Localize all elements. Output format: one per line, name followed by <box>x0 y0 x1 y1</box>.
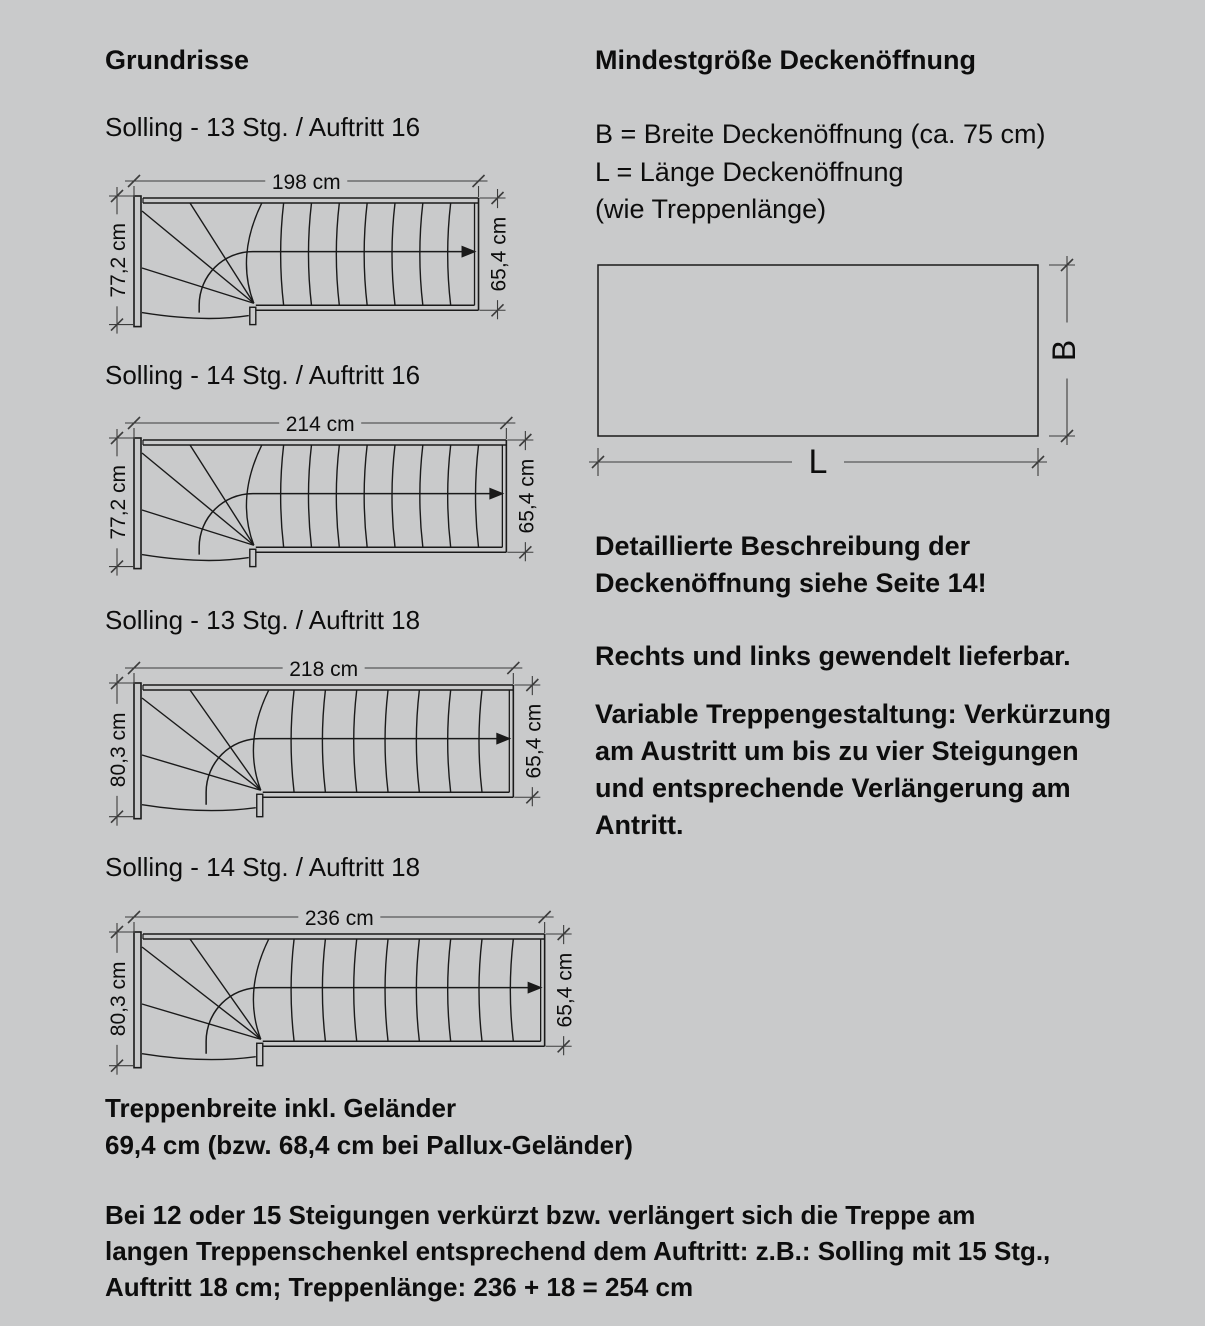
width-note-line1: Treppenbreite inkl. Geländer <box>105 1093 457 1123</box>
dim-label-length: 198 cm <box>271 171 341 194</box>
right-column-heading: Mindestgröße Deckenöffnung <box>595 45 977 75</box>
dim-label-flight: 65,4 cm <box>553 952 577 1028</box>
dim-label-flight: 65,4 cm <box>487 216 511 292</box>
note-variable-line4: Antritt. <box>595 810 684 840</box>
dim-label-flight: 65,4 cm <box>522 703 546 779</box>
opening-length-label: L <box>808 443 828 481</box>
legend-breite: B = Breite Deckenöffnung (ca. 75 cm) <box>595 119 1046 149</box>
footer-note-line1: Bei 12 oder 15 Steigungen verkürzt bzw. verlängert sich die Treppe am <box>105 1200 976 1230</box>
note-detail-line2: Deckenöffnung siehe Seite 14! <box>595 568 987 598</box>
dim-label-side: 77,2 cm <box>107 222 130 298</box>
footer-note-line2: langen Treppenschenkel entsprechend dem Auftritt: z.B.: Solling mit 15 Stg., <box>105 1236 1051 1266</box>
dim-label-length: 214 cm <box>285 413 355 436</box>
dim-label-side: 80,3 cm <box>107 712 130 788</box>
footer-note-line3: Auftritt 18 cm; Treppenlänge: 236 + 18 = 254 cm <box>105 1272 694 1302</box>
ceiling-opening-diagram <box>560 241 1205 511</box>
dim-label-side: 80,3 cm <box>107 961 130 1037</box>
plan-title-3: Solling - 13 Stg. / Auftritt 18 <box>105 605 421 635</box>
dim-label-length: 236 cm <box>304 907 374 930</box>
note-variable-line2: am Austritt um bis zu vier Steigungen <box>595 736 1079 766</box>
plan-title-2: Solling - 14 Stg. / Auftritt 16 <box>105 360 421 390</box>
legend-laenge-2: (wie Treppenlänge) <box>595 194 827 224</box>
plan-title-4: Solling - 14 Stg. / Auftritt 18 <box>105 852 421 882</box>
plan-title-1: Solling - 13 Stg. / Auftritt 16 <box>105 112 421 142</box>
dim-label-length: 218 cm <box>289 658 359 681</box>
legend-laenge: L = Länge Deckenöffnung <box>595 157 904 187</box>
note-variable-line1: Variable Treppengestaltung: Verkürzung <box>595 699 1112 729</box>
opening-width-label: B <box>1046 339 1082 362</box>
note-detail-line1: Detaillierte Beschreibung der <box>595 531 971 561</box>
note-supply: Rechts und links gewendelt lieferbar. <box>595 641 1071 671</box>
note-variable-line3: und entsprechende Verlängerung am <box>595 773 1071 803</box>
dim-label-side: 77,2 cm <box>107 464 130 540</box>
left-column-heading: Grundrisse <box>105 45 250 75</box>
dim-label-flight: 65,4 cm <box>515 458 539 534</box>
width-note-line2: 69,4 cm (bzw. 68,4 cm bei Pallux-Geländer) <box>105 1130 633 1160</box>
